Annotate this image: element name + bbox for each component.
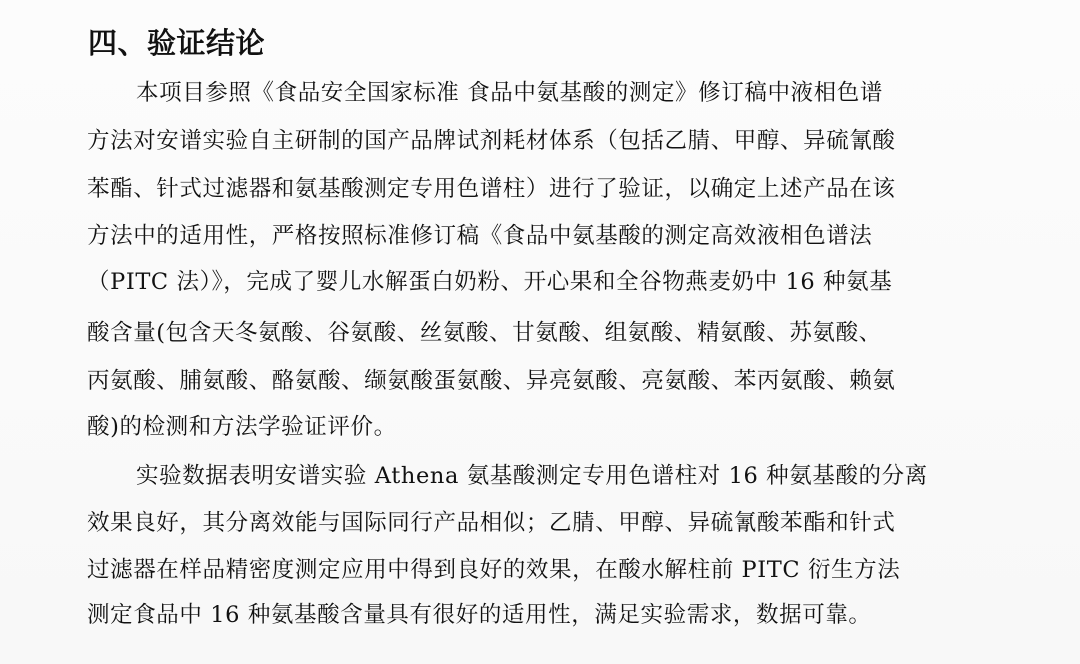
paragraph-1-line-4: 方法中的适用性，严格按照标准修订稿《食品中氨基酸的测定高效液相色谱法 <box>87 223 873 249</box>
paragraph-1-line-8: 酸)的检测和方法学验证评价。 <box>87 414 397 440</box>
section-heading: 四、验证结论 <box>88 26 266 60</box>
paragraph-1-line-1: 本项目参照《食品安全国家标准 食品中氨基酸的测定》修订稿中液相色谱 <box>136 80 883 106</box>
paragraph-2-line-3: 过滤器在样品精密度测定应用中得到良好的效果，在酸水解柱前 PITC 衍生方法 <box>87 557 901 583</box>
paragraph-2-line-4: 测定食品中 16 种氨基酸含量具有很好的适用性，满足实验需求，数据可靠。 <box>87 602 872 628</box>
paragraph-1-line-2: 方法对安谱实验自主研制的国产品牌试剂耗材体系（包括乙腈、甲醇、异硫氰酸 <box>87 128 896 154</box>
paragraph-1-line-6: 酸含量(包含天冬氨酸、谷氨酸、丝氨酸、甘氨酸、组氨酸、精氨酸、苏氨酸、 <box>87 320 882 346</box>
paragraph-1-line-3: 苯酯、针式过滤器和氨基酸测定专用色谱柱）进行了验证，以确定上述产品在该 <box>87 176 896 202</box>
paragraph-2-line-2: 效果良好，其分离效能与国际同行产品相似；乙腈、甲醇、异硫氰酸苯酯和针式 <box>87 510 896 536</box>
paragraph-2-line-1: 实验数据表明安谱实验 Athena 氨基酸测定专用色谱柱对 16 种氨基酸的分离 <box>136 463 928 489</box>
paragraph-1-line-7: 丙氨酸、脯氨酸、酪氨酸、缬氨酸蛋氨酸、异亮氨酸、亮氨酸、苯丙氨酸、赖氨 <box>87 368 896 394</box>
paragraph-1-line-5: （PITC 法）》，完成了婴儿水解蛋白奶粉、开心果和全谷物燕麦奶中 16 种氨基 <box>87 269 893 295</box>
